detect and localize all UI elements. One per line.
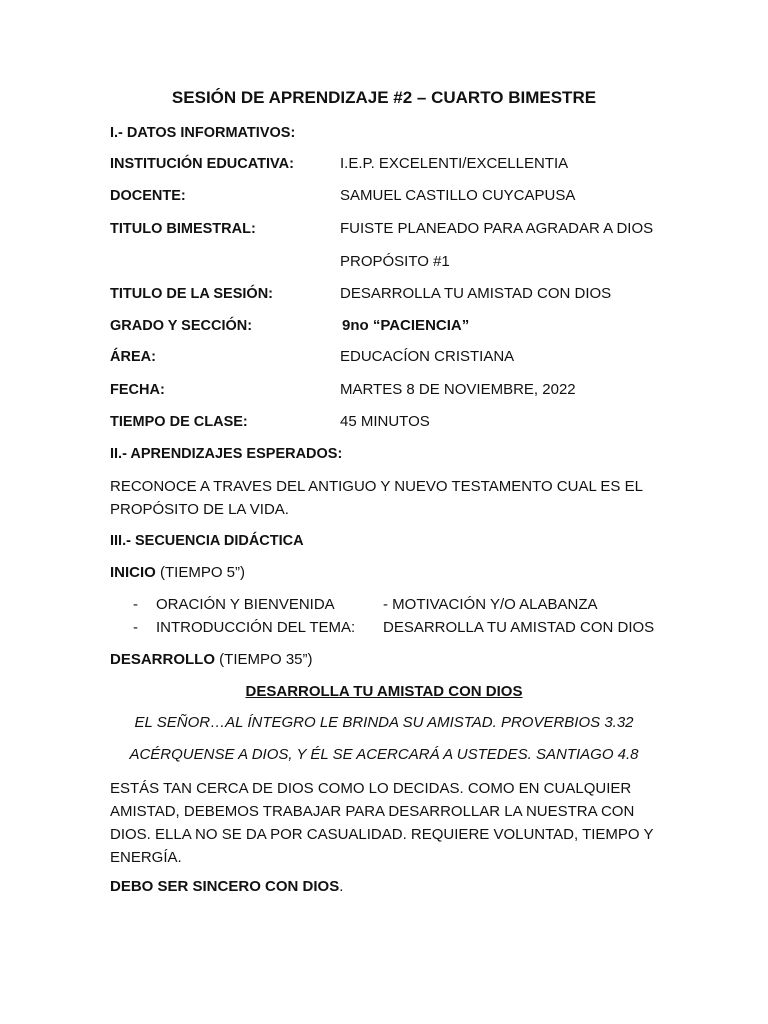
- bullet-2-right: DESARROLLA TU AMISTAD CON DIOS: [383, 619, 655, 636]
- row-titulo-bimestral-label: TITULO BIMESTRAL:: [110, 221, 256, 237]
- row-institucion-value: I.E.P. EXCELENTI/EXCELLENTIA: [340, 155, 569, 172]
- desarrollo-line: [110, 651, 313, 668]
- bullet-dash-1: -: [133, 596, 138, 613]
- row-area-label: ÁREA:: [110, 349, 156, 365]
- row-docente-label: DOCENTE:: [110, 188, 186, 204]
- closing-tail: .: [339, 878, 344, 895]
- row-proposito-value: PROPÓSITO #1: [340, 253, 450, 270]
- verse-proverbios: EL SEÑOR…AL ÍNTEGRO LE BRINDA SU AMISTAD. PROVERBIOS 3.32: [134, 714, 634, 731]
- section2-text: RECONOCE A TRAVES DEL ANTIGUO Y NUEVO TESTAMENTO CUAL ES EL PROPÓSITO DE LA VIDA.: [110, 478, 643, 518]
- row-grado-value: 9no “PACIENCIA”: [342, 317, 470, 334]
- row-fecha-label: FECHA:: [110, 382, 165, 398]
- body-paragraph: ESTÁS TAN CERCA DE DIOS COMO LO DECIDAS. COMO EN CUALQUIER AMISTAD, DEBEMOS TRABAJAR PARA DESARROLLAR LA NUESTRA CON DIOS. ELLA NO SE DA POR CASUALIDAD. REQUIERE VOLUNTAD, TIEMPO Y ENERGÍA.: [110, 780, 654, 866]
- section3-heading: III.- SECUENCIA DIDÁCTICA: [110, 533, 304, 549]
- inicio-label: INICIO: [110, 564, 156, 581]
- bullet-2-left: INTRODUCCIÓN DEL TEMA:: [156, 619, 356, 636]
- row-tiempo-value: 45 MINUTOS: [340, 413, 430, 430]
- row-docente-value: SAMUEL CASTILLO CUYCAPUSA: [340, 187, 576, 204]
- section-subtitle: DESARROLLA TU AMISTAD CON DIOS: [245, 683, 523, 700]
- desarrollo-time: (TIEMPO 35”): [219, 651, 313, 668]
- bullet-1-right: - MOTIVACIÓN Y/O ALABANZA: [383, 596, 598, 613]
- row-fecha-value: MARTES 8 DE NOVIEMBRE, 2022: [340, 381, 576, 398]
- inicio-line: [110, 564, 245, 581]
- closing-line: [110, 878, 343, 895]
- section2-heading: II.- APRENDIZAJES ESPERADOS:: [110, 446, 343, 462]
- section1-heading: I.- DATOS INFORMATIVOS:: [110, 125, 296, 141]
- row-tiempo-label: TIEMPO DE CLASE:: [110, 414, 248, 430]
- inicio-time: (TIEMPO 5”): [160, 564, 246, 581]
- row-institucion-label: INSTITUCIÓN EDUCATIVA:: [110, 156, 294, 172]
- verse-santiago: ACÉRQUENSE A DIOS, Y ÉL SE ACERCARÁ A USTEDES. SANTIAGO 4.8: [129, 746, 639, 763]
- row-titulo-sesion-value: DESARROLLA TU AMISTAD CON DIOS: [340, 285, 612, 302]
- row-titulo-bimestral-value: FUISTE PLANEADO PARA AGRADAR A DIOS: [340, 220, 654, 237]
- bullet-dash-2: -: [133, 619, 138, 636]
- desarrollo-label: DESARROLLO: [110, 651, 215, 668]
- closing-bold-text: DEBO SER SINCERO CON DIOS: [110, 878, 340, 895]
- bullet-1-left: ORACIÓN Y BIENVENIDA: [156, 596, 335, 613]
- row-area-value: EDUCACÍON CRISTIANA: [340, 348, 515, 365]
- row-grado-label: GRADO Y SECCIÓN:: [110, 318, 253, 334]
- document-title: SESIÓN DE APRENDIZAJE #2 – CUARTO BIMESTRE: [171, 88, 597, 107]
- row-titulo-sesion-label: TITULO DE LA SESIÓN:: [110, 286, 273, 302]
